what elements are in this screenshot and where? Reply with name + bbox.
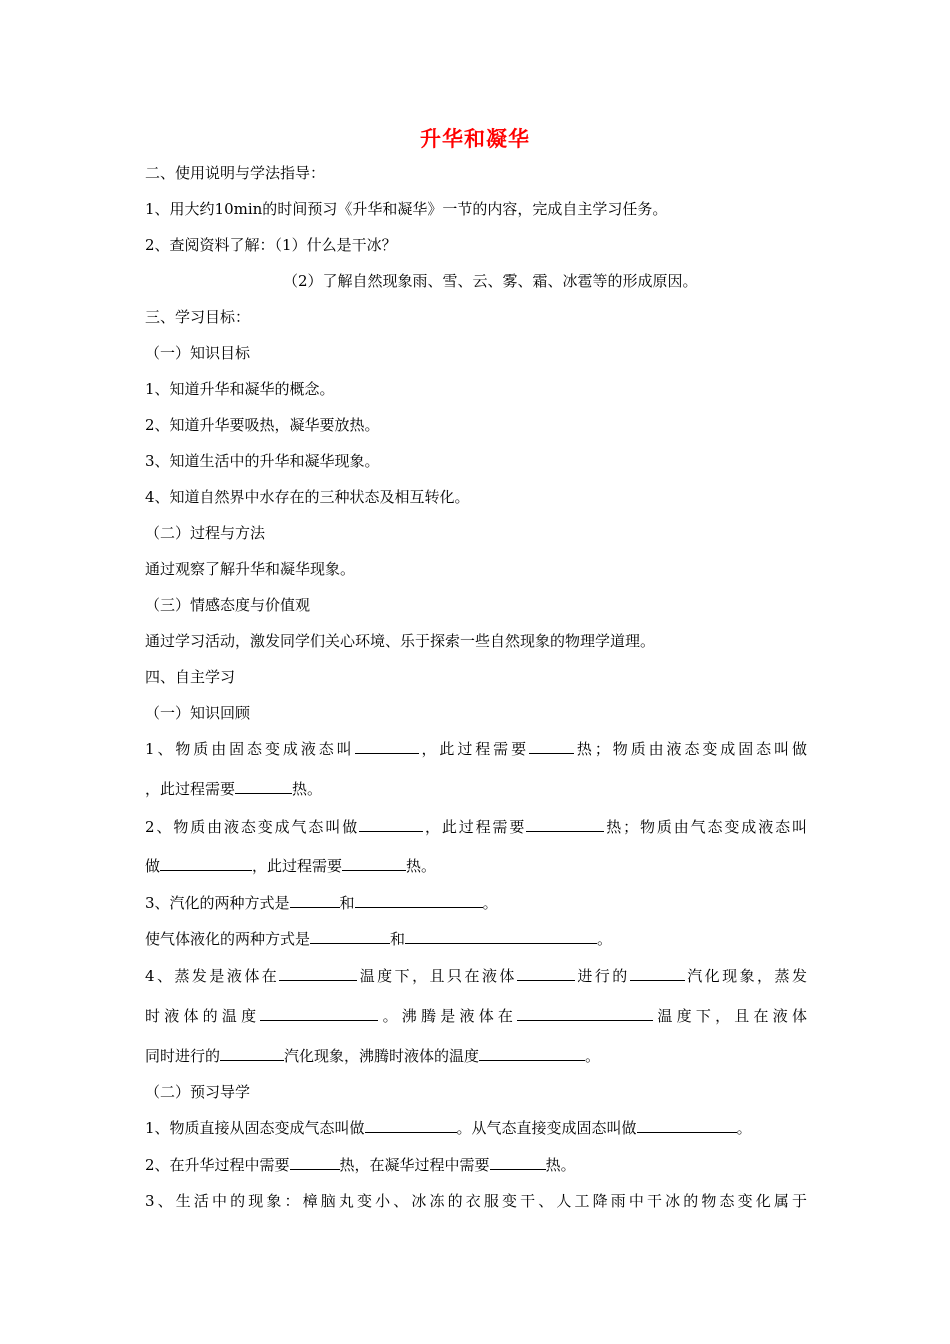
answer-blank[interactable] [517,1006,653,1021]
answer-blank[interactable] [310,929,390,944]
goal-knowledge-3: 3、知道生活中的升华和凝华现象。 [145,452,380,470]
answer-blank[interactable] [526,817,604,832]
goal-emotion-heading: （三）情感态度与价值观 [145,596,311,614]
answer-blank[interactable] [365,1118,457,1133]
preview-q2: 2、在升华过程中需要 热，在凝华过程中需要 热。 [145,1156,576,1174]
usage-item-2b: （2）了解自然现象雨、雪、云、雾、霜、冰雹等的形成原因。 [283,272,698,290]
answer-blank[interactable] [479,1046,585,1061]
review-q4-line2: 时液体的温度 。沸腾是液体在 温度下，且在液体 [145,1007,807,1025]
goal-emotion-text: 通过学习活动，激发同学们关心环境、乐于探索一些自然现象的物理学道理。 [145,632,656,650]
goal-process-text: 通过观察了解升华和凝华现象。 [145,560,356,578]
goal-knowledge-4: 4、知道自然界中水存在的三种状态及相互转化。 [145,488,470,506]
goal-knowledge-2: 2、知道升华要吸热，凝华要放热。 [145,416,380,434]
review-q1-line1: 1、物质由固态变成液态叫 ，此过程需要 热；物质由液态变成固态叫做 [145,740,807,758]
answer-blank[interactable] [355,893,483,908]
answer-blank[interactable] [220,1046,284,1061]
review-q4-line3: 同时进行的 汽化现象，沸腾时液体的温度 。 [145,1047,601,1065]
answer-blank[interactable] [359,817,423,832]
answer-blank[interactable] [235,779,292,794]
answer-blank[interactable] [630,966,685,981]
section-heading-self-study: 四、自主学习 [145,668,236,686]
answer-blank[interactable] [290,893,340,908]
answer-blank[interactable] [405,929,597,944]
review-q1-line2: ，此过程需要 热。 [145,780,323,798]
preview-q1: 1、物质直接从固态变成气态叫做 。从气态直接变成固态叫做 。 [145,1119,752,1137]
review-heading: （一）知识回顾 [145,704,251,722]
page-title: 升华和凝华 [420,127,530,151]
answer-blank[interactable] [355,739,419,754]
answer-blank[interactable] [260,1006,378,1021]
answer-blank[interactable] [637,1118,737,1133]
goal-knowledge-heading: （一）知识目标 [145,344,251,362]
usage-item-2: 2、查阅资料了解：（1）什么是干冰？ [145,236,397,254]
answer-blank[interactable] [160,856,252,871]
preview-q3: 3、生活中的现象：樟脑丸变小、冰冻的衣服变干、人工降雨中干冰的物态变化属于 [145,1192,807,1210]
answer-blank[interactable] [279,966,357,981]
usage-item-1: 1、用大约10min的时间预习《升华和凝华》一节的内容，完成自主学习任务。 [145,200,668,218]
review-q3-line1: 3、汽化的两种方式是 和 。 [145,894,498,912]
answer-blank[interactable] [517,966,575,981]
preview-heading: （二）预习导学 [145,1083,251,1101]
section-heading-usage: 二、使用说明与学法指导： [145,164,326,182]
answer-blank[interactable] [290,1155,340,1170]
goal-process-heading: （二）过程与方法 [145,524,266,542]
answer-blank[interactable] [490,1155,546,1170]
answer-blank[interactable] [342,856,406,871]
section-heading-goals: 三、学习目标： [145,308,251,326]
goal-knowledge-1: 1、知道升华和凝华的概念。 [145,380,335,398]
review-q2-line1: 2、物质由液态变成气态叫做 ，此过程需要 热；物质由气态变成液态叫 [145,818,807,836]
answer-blank[interactable] [529,739,574,754]
review-q3-line2: 使气体液化的两种方式是 和 。 [145,930,613,948]
review-q4-line1: 4、蒸发是液体在 温度下，且只在液体 进行的 汽化现象，蒸发 [145,967,807,985]
review-q2-line2: 做 ，此过程需要 热。 [145,857,437,875]
